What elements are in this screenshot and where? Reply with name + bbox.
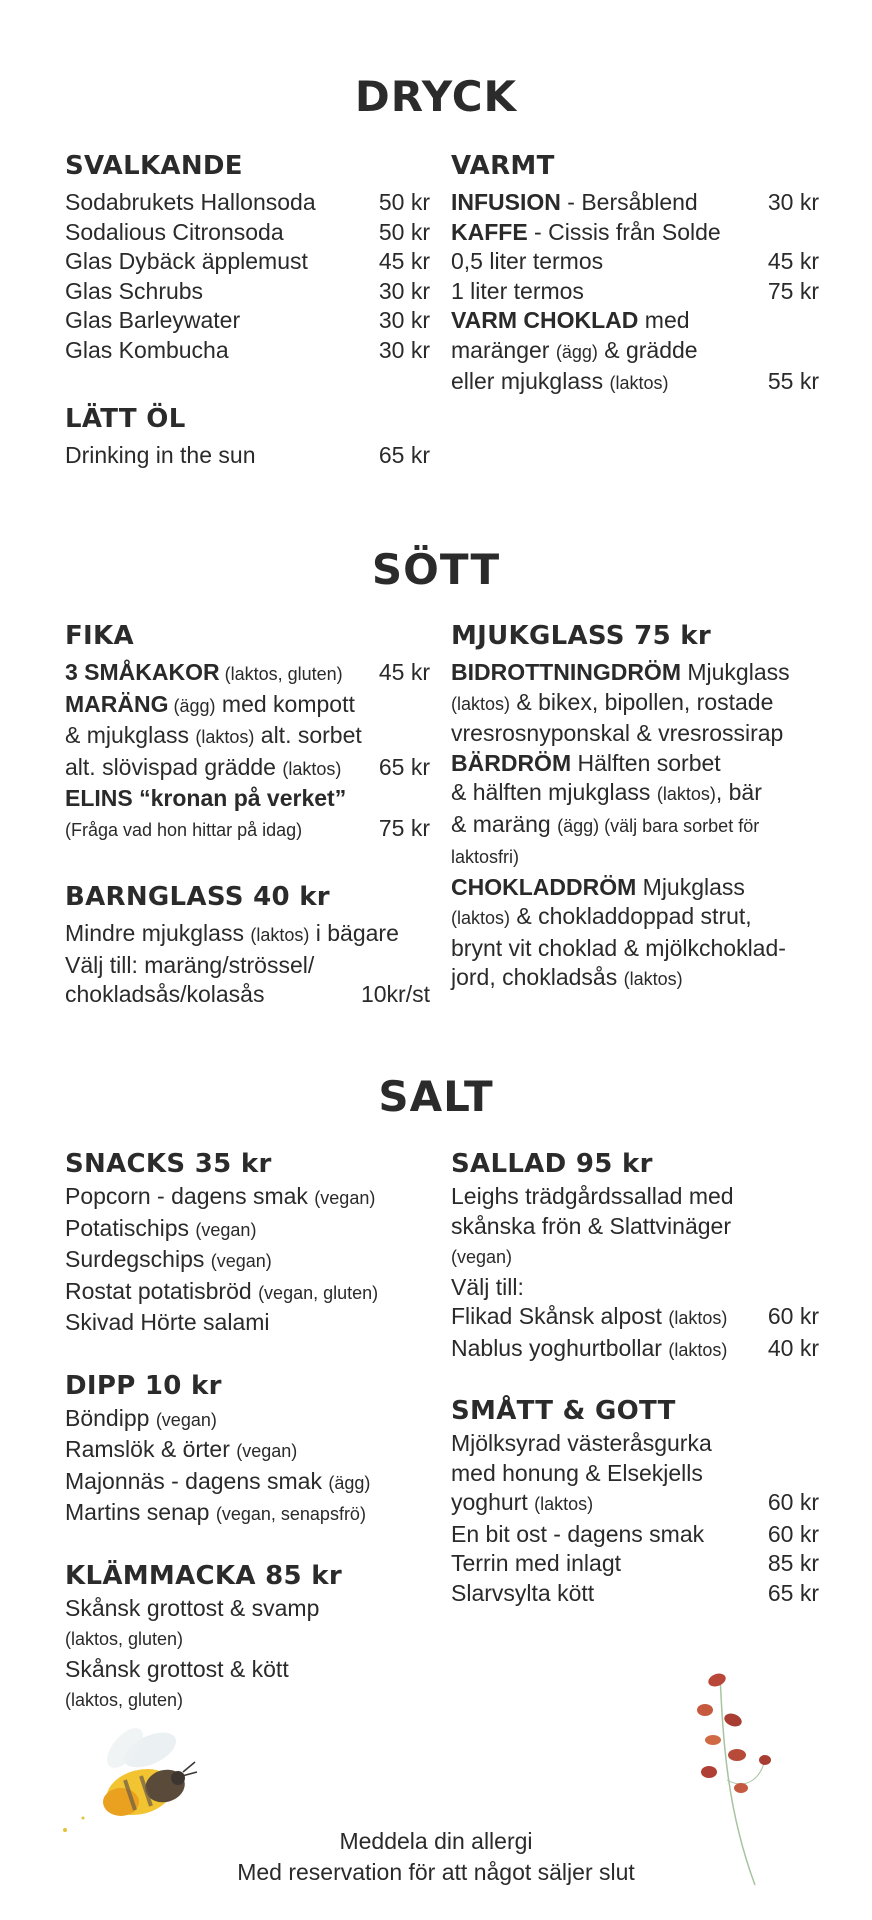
menu-item: Slarvsylta kött 65 kr <box>451 1579 819 1609</box>
price: 50 kr <box>378 218 430 245</box>
menu-item <box>65 441 430 471</box>
price: 65 kr <box>378 442 430 468</box>
menu-item: Flikad Skånsk alpost (laktos) 60 kr <box>451 1302 819 1334</box>
price: 30 kr <box>378 336 430 363</box>
category-heading: SVALKANDE <box>65 151 243 181</box>
item-name: Böndipp <box>65 1404 156 1431</box>
menu-item-line: alt. slövispad grädde (laktos) 65 kr <box>65 753 430 785</box>
menu-item <box>65 277 430 307</box>
category-heading: BARNGLASS 40 kr <box>65 882 330 912</box>
menu-item: BIDROTTNINGDRÖM Mjukglass <box>451 659 790 685</box>
menu-item <box>65 1467 430 1499</box>
menu-item-line: laktosfri) <box>451 847 520 867</box>
menu-item: MARÄNG (ägg) med kompott <box>65 690 355 717</box>
menu-item <box>65 1245 430 1277</box>
price: 45 kr <box>767 248 819 274</box>
menu-item <box>65 1308 430 1340</box>
category-snacks <box>65 1148 430 1716</box>
allergen-note: (vegan, senapsfrö) <box>215 1504 366 1524</box>
allergen-note: (vegan) <box>155 1409 217 1430</box>
menu-item: BÄRDRÖM Hälften sorbet <box>451 749 721 776</box>
menu-item-line: skånska frön & Slattvinäger <box>451 1212 731 1239</box>
price: 50 kr <box>378 189 430 215</box>
menu-item: INFUSION - Bersåblend 30 kr <box>451 188 819 218</box>
menu-item <box>65 247 430 277</box>
item-name: Majonnäs - dagens smak <box>65 1467 329 1494</box>
price: 30 kr <box>378 277 430 304</box>
menu-item-line: maränger (ägg) & grädde <box>451 336 698 363</box>
menu-item: CHOKLADDRÖM Mjukglass <box>451 873 745 900</box>
menu-item: Terrin med inlagt 85 kr <box>451 1549 819 1579</box>
menu-item-line: chokladsås/kolasås 10kr/st <box>65 980 430 1010</box>
item-name: Surdegschips <box>65 1246 211 1272</box>
category-heading: SMÅTT & GOTT <box>451 1396 676 1426</box>
menu-item: yoghurt (laktos) 60 kr <box>451 1488 819 1520</box>
price: 60 kr <box>767 1489 819 1515</box>
menu-item <box>65 188 430 218</box>
category-heading: DIPP 10 kr <box>65 1370 222 1401</box>
allergen-note: (ägg) <box>328 1472 371 1493</box>
footer-allergy: Meddela din allergi <box>339 1828 533 1854</box>
item-name: Glas Kombucha <box>65 336 229 363</box>
menu-item <box>65 1404 430 1436</box>
menu-item-line: jord, chokladsås (laktos) <box>451 964 683 990</box>
menu-item: VARM CHOKLAD med <box>451 307 690 333</box>
menu-item-line: Leighs trädgårdssallad med <box>451 1183 734 1209</box>
menu-item <box>65 1498 430 1530</box>
menu-item: 0,5 liter termos 45 kr <box>451 247 819 277</box>
category-heading: MJUKGLASS 75 kr <box>451 621 712 651</box>
item-name: Ramslök & örter <box>65 1436 237 1462</box>
category-fika <box>65 620 430 1010</box>
menu-item: 3 SMÅKAKOR (laktos, gluten) 45 kr <box>65 658 430 690</box>
menu-item-line: & mjukglass (laktos) alt. sorbet <box>65 722 362 748</box>
category-heading: LÄTT ÖL <box>65 404 186 434</box>
price: 45 kr <box>378 659 430 685</box>
price: 55 kr <box>767 368 819 394</box>
menu-item: Skånsk grottost & svamp <box>65 1594 320 1621</box>
menu-item: KAFFE - Cissis från Solde <box>451 218 721 245</box>
menu-item: ELINS “kronan på verket” <box>65 785 347 811</box>
menu-item-line: (laktos) & chokladdoppad strut, <box>451 903 752 929</box>
menu-item-line: med honung & Elsekjells <box>451 1459 703 1486</box>
menu-item <box>65 1214 430 1246</box>
price: 40 kr <box>767 1334 819 1361</box>
menu-item-line: Välj till: <box>451 1273 524 1300</box>
item-name: Rostat potatisbröd <box>65 1277 259 1304</box>
section-title-salt: SALT <box>378 1072 494 1121</box>
item-name: Martins senap <box>65 1499 216 1525</box>
price: 10kr/st <box>360 981 430 1007</box>
menu-item: Skånsk grottost & kött <box>65 1655 289 1682</box>
price: 65 kr <box>767 1579 819 1606</box>
section-title-dryck: DRYCK <box>354 72 518 121</box>
price: 30 kr <box>378 307 430 333</box>
category-svalkande <box>65 150 430 471</box>
menu-item-line: Mindre mjukglass (laktos) i bägare <box>65 920 399 946</box>
price: 60 kr <box>767 1303 819 1329</box>
menu-item: Nablus yoghurtbollar (laktos) 40 kr <box>451 1334 819 1366</box>
price: 45 kr <box>378 248 430 274</box>
price: 30 kr <box>767 189 819 215</box>
allergen-note: (vegan, gluten) <box>258 1282 379 1303</box>
menu-item <box>65 1182 430 1214</box>
price: 75 kr <box>767 277 819 304</box>
menu-item-line: eller mjukglass (laktos) 55 kr <box>451 367 819 399</box>
menu-item-line: & hälften mjukglass (laktos), bär <box>451 779 762 805</box>
menu-item-line: (laktos) & bikex, bipollen, rostade <box>451 688 774 715</box>
price: 60 kr <box>767 1520 819 1547</box>
menu-item-line: (Fråga vad hon hittar på idag) 75 kr <box>65 814 430 846</box>
menu-item: 1 liter termos 75 kr <box>451 277 819 307</box>
menu-item-line: Mjölksyrad västeråsgurka <box>451 1430 712 1456</box>
footer-reservation: Med reservation för att något säljer slut <box>237 1859 635 1885</box>
item-name: Glas Schrubs <box>65 277 204 304</box>
price: 65 kr <box>378 753 430 780</box>
category-heading: SNACKS 35 kr <box>65 1149 272 1179</box>
bee-illustration <box>55 1720 205 1840</box>
menu-item <box>65 336 430 366</box>
menu-item <box>65 1277 430 1309</box>
price: 75 kr <box>378 814 430 841</box>
price: 85 kr <box>767 1550 819 1576</box>
item-name: Potatischips <box>65 1214 196 1241</box>
menu-item <box>65 218 430 248</box>
category-heading: KLÄMMACKA 85 kr <box>65 1560 342 1591</box>
allergen-note: (vegan) <box>314 1188 376 1208</box>
category-mjukglass <box>451 620 819 995</box>
menu-item-line: brynt vit choklad & mjölkchoklad- <box>451 934 786 961</box>
allergen-note: (vegan) <box>236 1441 298 1461</box>
menu-item: En bit ost - dagens smak 60 kr <box>451 1520 819 1550</box>
allergen-note: (vegan) <box>195 1219 257 1240</box>
menu-item-line: & maräng (ägg) (välj bara sorbet för <box>451 810 760 837</box>
item-name: Glas Dybäck äpplemust <box>65 248 308 274</box>
menu-item-line: (laktos, gluten) <box>65 1629 184 1649</box>
menu-item <box>65 306 430 336</box>
menu-item <box>65 1435 430 1467</box>
item-name: Sodalious Citronsoda <box>65 218 284 245</box>
category-sallad <box>451 1148 819 1608</box>
section-title-sott: SÖTT <box>371 545 501 594</box>
item-name: Glas Barleywater <box>65 307 241 333</box>
footer-note <box>0 1826 872 1888</box>
item-name: Drinking in the sun <box>65 442 256 468</box>
menu-item-line: Välj till: maräng/strössel/ <box>65 951 315 978</box>
category-heading: VARMT <box>451 151 555 181</box>
item-name: Popcorn - dagens smak <box>65 1183 315 1209</box>
item-name: Skivad Hörte salami <box>65 1309 270 1335</box>
category-varmt <box>451 150 819 399</box>
menu-item-line: vresrosnyponskal & vresrossirap <box>451 720 784 746</box>
menu-item-line: (vegan) <box>451 1247 513 1267</box>
category-heading: SALLAD 95 kr <box>451 1149 653 1179</box>
item-name: Sodabrukets Hallonsoda <box>65 189 316 215</box>
menu-item-line: (laktos, gluten) <box>65 1690 184 1710</box>
category-heading: FIKA <box>65 621 134 651</box>
allergen-note: (vegan) <box>210 1251 272 1271</box>
